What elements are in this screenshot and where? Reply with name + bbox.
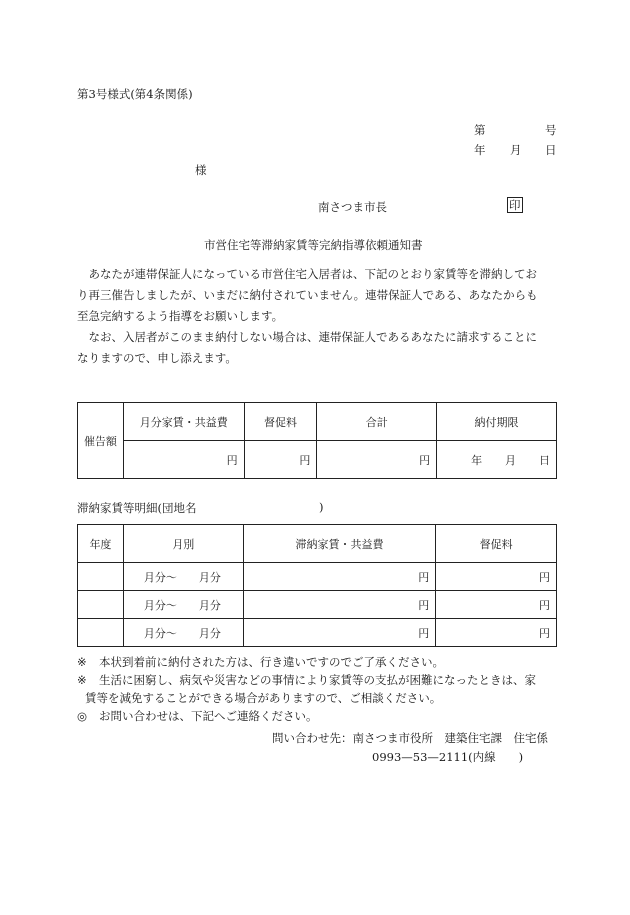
date-year: 年 [474, 143, 486, 157]
note-item: ※ 本状到着前に納付された方は、行き違いですのでご了承ください。 [77, 655, 444, 669]
document-title: 市営住宅等滞納家賃等完納指導依頼通知書 [204, 238, 423, 252]
addressee-honorific: 様 [195, 163, 207, 177]
dunning-fee-cell: 円 [436, 591, 557, 619]
phone-line: 0993—53—2111(内線 ) [372, 750, 524, 764]
header-fee: 督促料 [244, 403, 317, 441]
header-rent: 月分家賃・共益費 [123, 403, 244, 441]
dunning-fee-cell: 円 [436, 619, 557, 647]
header-arrears: 滞納家賃・共益費 [243, 525, 436, 563]
body-line: 至急完納するよう指導をお願いします。 [77, 309, 284, 323]
body-line: り再三催告しましたが、いまだに納付されていません。連帯保証人である、あなたからも [77, 288, 538, 302]
form-label: 第3号様式(第4条関係) [77, 87, 193, 101]
notes [77, 653, 562, 725]
body-line: あなたが連帯保証人になっている市営住宅入居者は、下記のとおり家賃等を滞納してお [77, 267, 537, 281]
detail-table [77, 524, 557, 647]
body-text [77, 264, 557, 369]
month-range-cell: 月分〜 月分 [123, 591, 243, 619]
fiscal-year-cell [78, 591, 124, 619]
date-day: 日 [545, 143, 557, 157]
header-total: 合計 [317, 403, 437, 441]
header-month: 月別 [123, 525, 243, 563]
header-fiscal-year: 年度 [78, 525, 124, 563]
note-item: 賃等を減免することができる場合がありますので、ご相談ください。 [85, 691, 442, 705]
month-range-cell: 月分〜 月分 [123, 563, 243, 591]
header-dunning-fee: 督促料 [436, 525, 557, 563]
seal-stamp: 印 [509, 198, 521, 212]
doc-number-go: 号 [545, 123, 557, 137]
table-row [78, 591, 557, 619]
table-row [78, 619, 557, 647]
demand-row-header: 催告額 [78, 403, 124, 479]
arrears-cell: 円 [243, 591, 436, 619]
header-deadline: 納付期限 [437, 403, 557, 441]
sender-name: 南さつま市長 [318, 200, 387, 214]
fee-amount-cell: 円 [244, 441, 317, 479]
note-item: ◎ お問い合わせは、下記へご連絡ください。 [77, 709, 318, 723]
deadline-date-cell: 年 月 日 [437, 441, 557, 479]
rent-amount-cell: 円 [123, 441, 244, 479]
arrears-cell: 円 [243, 619, 436, 647]
table-row [78, 563, 557, 591]
detail-caption: 滞納家賃等明細(団地名 ) [77, 500, 324, 515]
date-month: 月 [510, 143, 522, 157]
contact-line: 問い合わせ先：南さつま市役所 建築住宅課 住宅係 [272, 731, 548, 745]
body-line: なりますので、申し添えます。 [77, 351, 237, 365]
dunning-fee-cell: 円 [436, 563, 557, 591]
month-range-cell: 月分〜 月分 [123, 619, 243, 647]
doc-number-dai: 第 [474, 123, 486, 137]
arrears-cell: 円 [243, 563, 436, 591]
demand-table [77, 402, 557, 479]
total-amount-cell: 円 [317, 441, 437, 479]
note-item: ※ 生活に困窮し、病気や災害などの事情により家賃等の支払が困難になったときは、家 [77, 673, 536, 687]
fiscal-year-cell [78, 619, 124, 647]
body-line: なお、入居者がこのまま納付しない場合は、連帯保証人であるあなたに請求することに [77, 330, 537, 344]
fiscal-year-cell [78, 563, 124, 591]
